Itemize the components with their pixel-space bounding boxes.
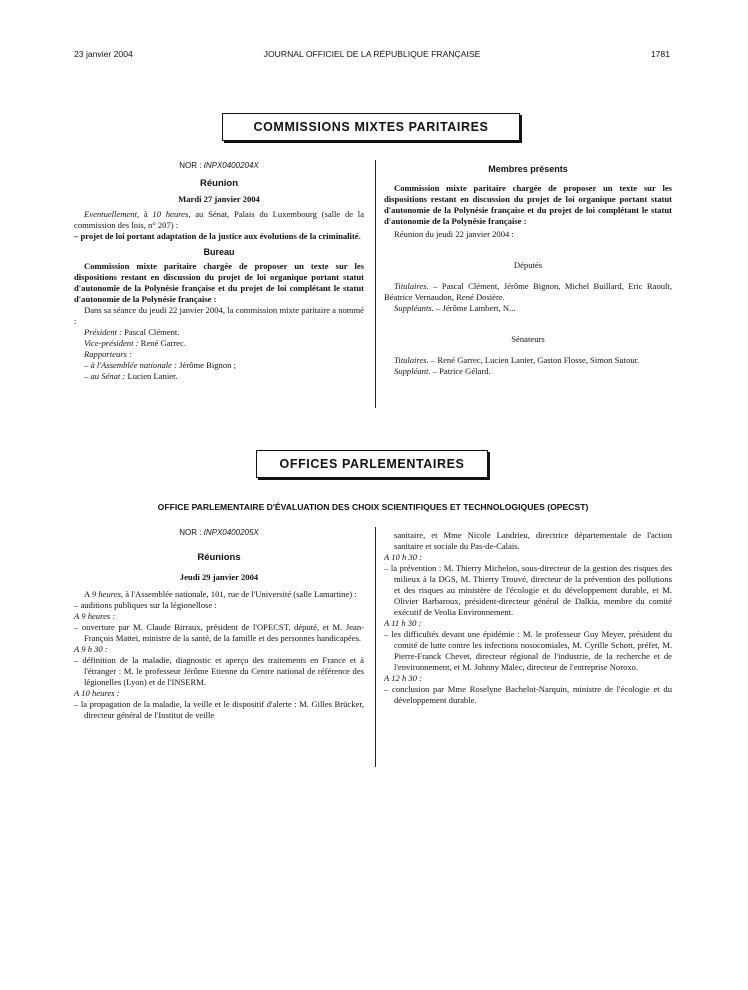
commission-text-right: Commission mixte paritaire chargée de proposer un texte sur les dispositions restant en discussion du projet de loi organique portant statut d'autonomie de la Polynésie française et du projet de loi complétant le statut d'autonomie de la Polynésie française :	[384, 183, 672, 226]
item-difficultes: – les difficultés devant une épidémie : M. le professeur Guy Meyer, président du comité de lutte contre les infections nosocomiales, M. Cyrille Schott, préfet, M. Pierre-Franck Chevet, directeur régional de l'industrie, de la recherche et de l'environnement, et M. Johnny Malec, directeur de l'entreprise Noroxo.	[384, 629, 672, 672]
event-a: Eventuellement,	[84, 209, 140, 219]
sen-sup-names: – Patrice Gélard.	[430, 366, 491, 376]
senateurs-titulaires	[384, 355, 672, 366]
cmp-left-column	[74, 160, 364, 382]
reunions-date: Jeudi 29 janvier 2004	[179, 572, 259, 582]
journal-title: JOURNAL OFFICIEL DE LA RÉPUBLIQUE FRANÇAISE	[263, 49, 481, 59]
rapporteur-an	[74, 360, 364, 371]
president-line	[74, 327, 364, 338]
page-number: 1781	[650, 49, 670, 59]
intro-c: à l'Assemblée nationale, 101, rue de l'Université (salle Lamartine) :	[123, 589, 357, 599]
nor-code: INPX0400204X	[203, 161, 259, 170]
column-divider-2	[375, 527, 376, 767]
rap2-label: – au Sénat :	[84, 371, 126, 381]
commission-text: Commission mixte paritaire chargée de proposer un texte sur les dispositions restant en discussion du projet de loi organique portant statut d'autonomie de la Polynésie française et du projet de loi complétant le statut d'autonomie de la Polynésie française :	[74, 261, 364, 304]
reunion-line: Réunion du jeudi 22 janvier 2004 :	[394, 229, 514, 239]
reunions-heading: Réunions	[197, 552, 241, 563]
reunion-heading: Réunion	[200, 178, 238, 189]
op-left-column	[74, 527, 364, 721]
nor-label-2: NOR :	[179, 528, 202, 537]
nor-line-2	[74, 527, 364, 538]
auditions-line: – auditions publiques sur la légionellose :	[74, 600, 217, 610]
op-right-column	[384, 530, 672, 706]
offices-banner: OFFICES PARLEMENTAIRES	[256, 450, 488, 478]
time-9h: A 9 heures :	[74, 611, 116, 621]
projet-item: – projet de loi portant adaptation de la justice aux évolutions de la criminalité.	[74, 231, 361, 241]
time-10h30: A 10 h 30 :	[384, 552, 423, 562]
intro-text	[74, 589, 364, 600]
vice-line	[74, 338, 364, 349]
president-label: Président :	[84, 327, 122, 337]
time-12h30: A 12 h 30 :	[384, 673, 423, 683]
seance-text: Dans sa séance du jeudi 22 janvier 2004, la commission mixte paritaire a nommé :	[74, 305, 364, 326]
sen-sup-label: Suppléant.	[394, 366, 431, 376]
intro-b: 9 heures,	[91, 589, 124, 599]
running-header	[74, 49, 670, 63]
header-date: 23 janvier 2004	[74, 49, 133, 59]
item-definition: – définition de la maladie, diagnostic et aperçu des traitements en France et à l'étranger : M. le professeur Jérôme Etienne du Centre national de référence des légionelles (Lyon) et de l'INSERM.	[74, 655, 364, 687]
reunion-date: Mardi 27 janvier 2004	[178, 194, 260, 204]
vice-label: Vice-président :	[84, 338, 139, 348]
event-d: au Sénat, Palais du Luxembourg (salle de la commission des lois, n° 207) :	[74, 209, 365, 230]
sen-tit-label: Titulaires.	[394, 355, 429, 365]
cmp-banner: COMMISSIONS MIXTES PARITAIRES	[222, 113, 520, 141]
office-title: OFFICE PARLEMENTAIRE D'ÉVALUATION DES CHOIX SCIENTIFIQUES ET TECHNOLOGIQUES (OPECST)	[157, 502, 589, 512]
president-name: Pascal Clément.	[121, 327, 180, 337]
nor-line	[74, 160, 364, 171]
deputes-heading: Députés	[513, 260, 543, 270]
deputes-titulaires	[384, 281, 672, 303]
time-11h30: A 11 h 30 :	[384, 618, 422, 628]
senateurs-heading: Sénateurs	[511, 334, 545, 344]
item-ouverture: – ouverture par M. Claude Birraux, président de l'OPECST, député, et M. Jean-François Mattei, ministre de la santé, de la famille et des personnes handicapées.	[74, 622, 364, 643]
sen-tit-names: – René Garrec, Lucien Lanier, Gaston Flosse, Simon Sutour.	[428, 355, 640, 365]
column-divider-1	[375, 160, 376, 408]
time-10h: A 10 heures :	[74, 688, 120, 698]
rapporteur-senat	[74, 371, 364, 382]
dep-tit-names: – Pascal Clément, Jérôme Bignon, Michel Buillard, Eric Raoult, Béatrice Vernaudon, René Dosière.	[384, 281, 672, 302]
time-9h30: A 9 h 30 :	[74, 644, 108, 654]
deputes-suppleants	[384, 303, 672, 314]
rap1-name: Jérôme Bignon ;	[177, 360, 236, 370]
rap1-label: – à l'Assemblée nationale :	[84, 360, 178, 370]
item-prevention: – la prévention : M. Thierry Michelon, sous-directeur de la gestion des risques des milieux à la DGS, M. Thierry Trouvé, directeur de la prévention des pollutions et des risques au ministère de l'écologie et du développement durable, et M. Olivier Barbaroux, président-directeur général de Dalkia, membre du comité exécutif de Veolia Environnement.	[384, 563, 672, 617]
nor-code-2: INPX0400205X	[203, 528, 259, 537]
intro-a: A	[84, 589, 92, 599]
dep-tit-label: Titulaires.	[394, 281, 429, 291]
dep-sup-label: Suppléants.	[394, 303, 434, 313]
item-propagation-cont: sanitaire, et Mme Nicole Landrieu, directrice départementale de l'action sanitaire et sociale du Pas-de-Calais.	[394, 530, 672, 551]
event-text	[74, 209, 364, 231]
event-c: 10 heures,	[152, 209, 191, 219]
event-b: à	[139, 209, 153, 219]
bureau-heading: Bureau	[203, 247, 235, 257]
dep-sup-names: – Jérôme Lambert, N...	[433, 303, 516, 313]
membres-heading: Membres présents	[488, 164, 568, 174]
item-conclusion: – conclusion par Mme Roselyne Bachelot-Narquin, ministre de l'écologie et du développement durable.	[384, 684, 672, 705]
item-propagation: – la propagation de la maladie, la veille et le dispositif d'alerte : M. Gilles Brücker, directeur général de l'Institut de veille	[74, 699, 364, 720]
rap2-name: Lucien Lanier.	[125, 371, 178, 381]
rapporteurs-label: Rapporteurs :	[84, 349, 132, 359]
cmp-right-column	[384, 164, 672, 377]
vice-name: René Garrec.	[138, 338, 186, 348]
senateurs-suppleant	[384, 366, 672, 377]
nor-label: NOR :	[179, 161, 202, 170]
